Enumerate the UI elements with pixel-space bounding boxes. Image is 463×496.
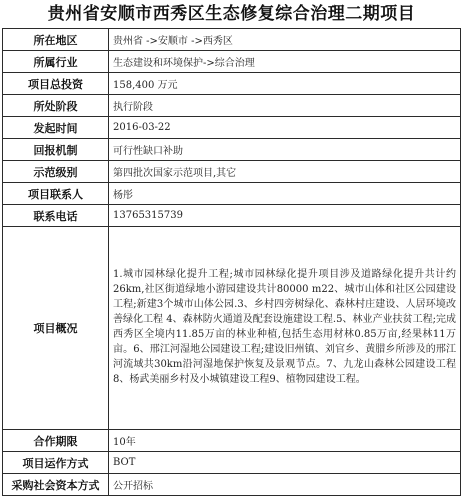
row-label: 示范级别 — [3, 161, 109, 183]
table-row-industry — [3, 51, 461, 73]
row-value: 执行阶段 — [109, 95, 461, 117]
table-row-stage — [3, 95, 461, 117]
row-label: 项目联系人 — [3, 183, 109, 205]
document-title: 贵州省安顺市西秀区生态修复综合治理二期项目 — [47, 4, 416, 24]
row-value: 10年 — [109, 430, 461, 452]
table-row-return-mechanism — [3, 139, 461, 161]
table-row-region — [3, 29, 461, 51]
row-label: 项目总投资 — [3, 73, 109, 95]
row-value: 13765315739 — [109, 205, 461, 227]
row-value: 第四批次国家示范项目,其它 — [109, 161, 461, 183]
table-row-contact-phone — [3, 205, 461, 227]
table-row-contact-person — [3, 183, 461, 205]
row-value: 贵州省 ->安顺市 ->西秀区 — [109, 29, 461, 51]
row-label: 回报机制 — [3, 139, 109, 161]
row-value: 2016-03-22 — [109, 117, 461, 139]
overview-text: 1.城市园林绿化提升工程;城市园林绿化提升项目涉及道路绿化提升共计约26km,社区街道绿地小游园建设共计80000 m22、城市山体和社区公园建设工程;新建3个城市山体公园.3、乡村四旁树绿化、森林村庄建设、人居环境改善绿化工程 4、森林防火通道及配套设施建设工程.5、林业产业扶贫工程;完成西秀区全境内11.85万亩的林业种植,包括生态用材林0.85万亩,经果林11万亩。6、邢江河湿地公园建设工程;建设旧州镇、刘官乡、黄腊乡所涉及的邢江河流域共30km沿河湿地保护恢复及景观节点。7、九龙山森林公园建设工程8、杨武美丽乡村及小城镇建设工程9、植物园建设工程。 — [109, 227, 461, 430]
row-value: 生态建设和环境保护->综合治理 — [109, 51, 461, 73]
row-value: 杨彤 — [109, 183, 461, 205]
table-row-overview — [3, 227, 461, 430]
row-label: 所属行业 — [3, 51, 109, 73]
table-row-procurement-method — [3, 474, 461, 496]
table-row-start-date — [3, 117, 461, 139]
row-label: 项目概况 — [3, 227, 109, 430]
table-row-cooperation-term — [3, 430, 461, 452]
row-value: BOT — [109, 452, 461, 474]
table-row-operation-mode — [3, 452, 461, 474]
row-label: 联系电话 — [3, 205, 109, 227]
row-value: 可行性缺口补助 — [109, 139, 461, 161]
table-row-demo-level — [3, 161, 461, 183]
project-info-table — [2, 28, 461, 496]
row-label: 合作期限 — [3, 430, 109, 452]
row-label: 所处阶段 — [3, 95, 109, 117]
table-row-total-investment — [3, 73, 461, 95]
row-value: 158,400 万元 — [109, 73, 461, 95]
row-label: 项目运作方式 — [3, 452, 109, 474]
row-label: 所在地区 — [3, 29, 109, 51]
row-value: 公开招标 — [109, 474, 461, 496]
row-label: 发起时间 — [3, 117, 109, 139]
row-label: 采购社会资本方式 — [3, 474, 109, 496]
